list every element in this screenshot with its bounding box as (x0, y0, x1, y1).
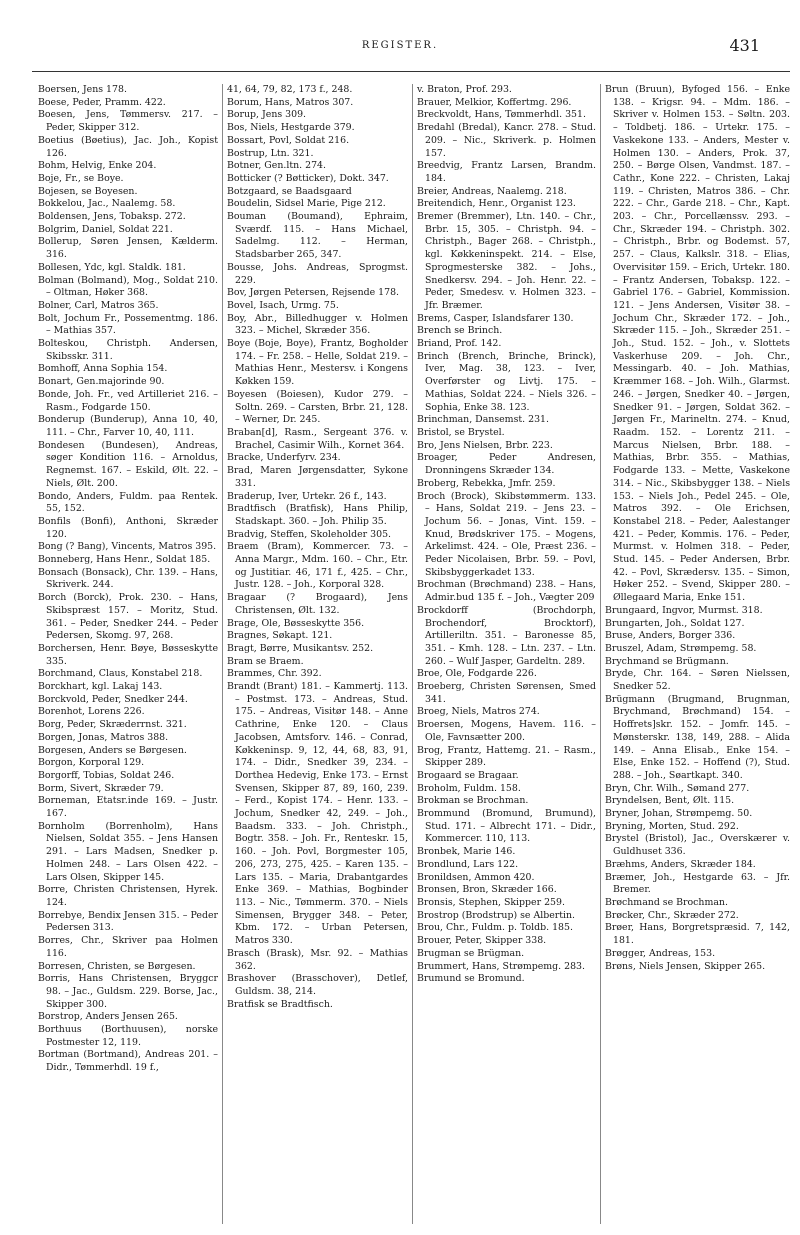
register-entry: Brad, Maren Jørgensdatter, Sykone 331. (227, 465, 408, 489)
running-header (0, 36, 800, 58)
register-entry: Bousse, Johs. Andreas, Sprogmst. 229. (227, 261, 408, 286)
register-entry: Brokman se Brochman. (417, 795, 529, 807)
register-entry: Bruszel, Adam, Strømpemg. 58. (605, 642, 757, 654)
register-entry: Boudelin, Sidsel Marie, Pige 212. (227, 198, 386, 210)
register-entry: Bronildsen, Ammon 420. (417, 871, 535, 883)
register-entry: Boje, Fr., se Boye. (38, 172, 124, 184)
register-entry: Broager, Peder Andresen, Dronningens Skræder 134. (417, 452, 596, 477)
register-entry: Bragaar (? Brogaard), Jens Christensen, Ølt. 132. (227, 592, 408, 616)
register-entry: Bristol, se Brystel. (417, 426, 505, 438)
register-entry: Borm, Sivert, Skræder 79. (38, 782, 164, 794)
page-number: 431 (729, 36, 760, 55)
register-entry: Breckvoldt, Hans, Tømmerhdl. 351. (417, 109, 586, 121)
register-entry: Borgorff, Tobias, Soldat 246. (38, 769, 175, 781)
register-entry: Borgesen, Anders se Børgesen. (38, 744, 187, 756)
register-entry: Bondo, Anders, Fuldm. paa Rentek. 55, 152. (38, 490, 218, 515)
register-entry: Bolner, Carl, Matros 365. (38, 299, 159, 311)
register-entry: Brou, Chr., Fuldm. p. Toldb. 185. (417, 922, 573, 934)
register-entry: Bollerup, Søren Jensen, Kælderm. 316. (38, 236, 218, 261)
register-entry: Brauer, Melkior, Koffertmg. 296. (417, 96, 572, 108)
register-entry: Bremer (Bremmer), Ltn. 140. – Chr., Brbr. 15, 305. – Christph. 94. – Christph., Bager 268. – Christph., kgl. Køkkeninspekt. 214. – Else, Sprogmesterske 382. – Johs., Snedkersv. 294. – Joh. Henr. 22. – Peder, Smedesv. v. Holmen 323. – Jfr. Bræmer. (417, 211, 596, 311)
register-entry: Bragnes, Søkapt. 121. (227, 630, 333, 642)
register-entry: Bro, Jens Nielsen, Brbr. 223. (417, 439, 553, 451)
register-entry: Borstrop, Anders Jensen 265. (38, 1011, 178, 1023)
register-entry: Boesen, Jens, Tømmersv. 217. – Peder, Skipper 312. (38, 109, 218, 134)
register-column-2 (222, 84, 412, 1224)
register-entry: Broeg, Niels, Matros 274. (417, 706, 540, 718)
register-entry: Brungarten, Joh., Soldat 127. (605, 617, 745, 629)
register-entry: Bojesen, se Boyesen. (38, 185, 138, 197)
register-entry: Braem (Bram), Kommercer. 73. – Anna Margr., Mdm. 160. – Chr., Etr. og Justitiar. 46, 171 f., 425. – Chr., Justr. 128. – Joh., Korporal 328. (227, 541, 408, 591)
register-entry: Bortman (Bortmand), Andreas 201. – Didr., Tømmerhdl. 19 f., (38, 1049, 218, 1074)
register-entry: Botticker (? Bøtticker), Dokt. 347. (227, 172, 389, 184)
register-entry: Borrebye, Bendix Jensen 315. – Peder Pedersen 313. (38, 909, 218, 934)
register-entry: Broholm, Fuldm. 158. (417, 782, 521, 794)
register-entry: Brøns, Niels Jensen, Skipper 265. (605, 960, 766, 972)
register-entry: Brinchman, Dansemst. 231. (417, 414, 549, 426)
register-entry: Bonfils (Bonfi), Anthoni, Skræder 120. (38, 515, 218, 540)
register-entry: Bryde, Chr. 164. – Søren Nielssen, Snedker 52. (605, 668, 790, 693)
register-entry: Brøgger, Andreas, 153. (605, 947, 716, 959)
register-entry: Bredahl (Bredal), Kancr. 278. – Stud. 209. – Nic., Skriverk. p. Holmen 157. (417, 122, 596, 159)
register-entry: Borneman, Etatsr.inde 169. – Justr. 167. (38, 795, 218, 820)
register-entry: Brench se Brinch. (417, 325, 503, 337)
register-entry: Borgon, Korporal 129. (38, 757, 145, 769)
register-entry: Bolman (Bolmand), Mog., Soldat 210. – Oltman, Høker 368. (38, 274, 218, 299)
register-entry: Botzgaard, se Baadsgaard (227, 185, 352, 197)
register-entry: Bræhms, Anders, Skræder 184. (605, 858, 756, 870)
register-entry: Brashover (Brasschover), Detlef, Guldsm. 38, 214. (227, 973, 408, 997)
register-entry: Brügmann (Brugmand, Brugnman, Brychmand, Brøchmand) 154. – Hoffrets]skr. 152. – Jomfr. 145. – Mønsterskr. 138, 149, 288. – Alida 149. – Anna Elisab., Enke 154. – Else, Enke 152. – Hoffend (?), Stud. 288. – Joh., Søartkapt. 340. (605, 693, 790, 781)
register-entry: Borckhart, kgl. Lakaj 143. (38, 681, 163, 693)
register-entry: Bonart, Gen.majorinde 90. (38, 376, 165, 388)
register-entry: Brockdorff (Brochdorph, Brochendorf, Brocktorf), Artilleriltn. 351. – Baronesse 85, 351. – Kmh. 128. – Ltn. 237. – Ltn. 260. – Wulf Jasper, Gardeltn. 289. (417, 604, 596, 667)
register-entry: Bos, Niels, Hestgarde 379. (227, 122, 355, 134)
register-column-4 (600, 84, 794, 1224)
register-entry: Brasch (Brask), Msr. 92. – Mathias 362. (227, 947, 408, 972)
register-entry: Bohm, Helvig, Enke 204. (38, 160, 157, 172)
register-entry: Braban[d], Rasm., Sergeant 376. v. Brachel, Casimir Wilh., Kornet 364. (227, 426, 408, 451)
header-rule (32, 71, 790, 72)
register-entry: Brouer, Peter, Skipper 338. (417, 935, 547, 947)
register-entry: Brystel (Bristol), Jac., Overskærer v. Guldhuset 336. (605, 833, 790, 858)
register-entry: Brems, Casper, Islandsfarer 130. (417, 312, 574, 324)
register-entry: Boy, Abr., Billedhugger v. Holmen 323. – Michel, Skræder 356. (227, 312, 408, 337)
register-entry: Brandt (Brant) 181. – Kammertj. 113. – Postmst. 173. – Andreas, Stud. 175. – Andreas, Visitør 148. – Anne Cathrine, Enke 120. – Claus Jacobsen, Amtsforv. 146. – Conrad, Køkkeninsp. 9, 12, 44, 68, 83, 91, 174. – Didr., Snedker 39, 234. – Dorthea Hedevig, Enke 173. – Ernst Svensen, Skipper 87, 89, 160, 239. – Ferd., Kopist 174. – Henr. 133. – Jochum, Snedker 42, 249. – Joh., Baadsm. 333. – Joh. Christph., Bogtr. 358. – Joh. Fr., Renteskr. 15, 160. – Joh. Povl, Borgmester 105, 206, 273, 275, 425. – Karen 135. – Lars 135. – Maria, Drabantgardes Enke 369. – Mathias, Bogbinder 113. – Nic., Tømmerm. 370. – Niels Simensen, Brygger 348. – Peter, Kbm. 172. – Urban Petersen, Matros 330. (227, 681, 408, 947)
register-entry: Broch (Brock), Skibstømmerm. 133. – Hans, Soldat 219. – Jens 23. – Jochum 56. – Jonas, Vint. 159. – Knud, Brødskriver 175. – Mogens, Arkelimst. 424. – Ole, Præst 236. – Peder Nicolaisen, Brbr. 59. – Povl, Skibsbyggerkadet 133. (417, 490, 596, 578)
register-entry: Brog, Frantz, Hattemg. 21. – Rasm., Skipper 289. (417, 744, 596, 769)
register-entry: Borch (Borck), Prok. 230. – Hans, Skibspræst 157. – Moritz, Stud. 361. – Peder, Snedker 244. – Peder Pedersen, Skomg. 97, 268. (38, 592, 218, 642)
register-entry: Brostrop (Brodstrup) se Albertin. (417, 909, 576, 921)
register-entry: Botner, Gen.ltn. 274. (227, 160, 326, 172)
register-entry: Bryner, Johan, Strømpemg. 50. (605, 808, 753, 820)
register-entry: Bolt, Jochum Fr., Possementmg. 186. – Mathias 357. (38, 312, 218, 337)
register-entry: Bovel, Isach, Urmg. 75. (227, 299, 339, 311)
register-entry: Brøer, Hans, Borgretspræsid. 7, 142, 181. (605, 922, 790, 947)
register-entry: Bronsen, Bron, Skræder 166. (417, 884, 557, 896)
register-entry: Bryndelsen, Bent, Ølt. 115. (605, 795, 735, 807)
register-entry: Broersen, Mogens, Havem. 116. – Ole, Favnsætter 200. (417, 719, 596, 743)
register-entry: Borup, Jens 309. (227, 109, 307, 121)
register-entry: Borre, Christen Christensen, Hyrek. 124. (38, 884, 218, 908)
register-entry: Borum, Hans, Matros 307. (227, 96, 354, 108)
register-entry: Brogaard se Bragaar. (417, 769, 519, 781)
register-columns (34, 84, 794, 1224)
register-entry: Brychmand se Brügmann. (605, 655, 729, 667)
register-entry: Bouman (Boumand), Ephraim, Sværdf. 115. – Hans Michael, Sadelmg. 112. – Herman, Stadsbarber 265, 347. (227, 211, 408, 261)
register-entry: Boye (Boje, Boye), Frantz, Bogholder 174. – Fr. 258. – Helle, Soldat 219. – Mathias Henr., Mestersv. i Kongens Køkken 159. (227, 338, 408, 388)
register-entry: v. Braton, Prof. 293. (417, 84, 512, 95)
register-entry: Bornholm (Borrenholm), Hans Nielsen, Soldat 355. – Jens Hansen 291. – Lars Madsen, Snedker p. Holmen 248. – Lars Olsen 422. – Lars Olsen, Skipper 145. (38, 820, 218, 883)
register-entry: Broe, Ole, Fodgarde 226. (417, 668, 537, 680)
register-entry: Bracke, Underfyrv. 234. (227, 452, 341, 464)
register-column-1 (34, 84, 222, 1224)
register-entry: Briand, Prof. 142. (417, 338, 502, 350)
register-entry: Brage, Ole, Bøsseskytte 356. (227, 617, 365, 629)
register-column-3 (412, 84, 600, 1224)
register-entry: Borthuus (Borthuusen), norske Postmester 12, 119. (38, 1024, 218, 1048)
register-entry: Borgen, Jonas, Matros 388. (38, 731, 169, 743)
register-entry: Bossart, Povl, Soldat 216. (227, 134, 350, 146)
register-entry: Bollesen, Ydc, kgl. Staldk. 181. (38, 261, 186, 273)
register-entry: Brinch (Brench, Brinche, Brinck), Iver, Mag. 38, 123. – Iver, Overførster og Livtj. 175. – Mathias, Soldat 224. – Niels 326. – Sophia, Enke 38. 123. (417, 350, 596, 413)
register-entry: Brungaard, Ingvor, Murmst. 318. (605, 604, 763, 616)
register-entry: Brummert, Hans, Strømpemg. 283. (417, 960, 585, 972)
register-entry: Borris, Hans Christensen, Bryggcr 98. – Jac., Guldsm. 229. Borse, Jac., Skipper 300. (38, 973, 218, 1010)
register-entry: Brugman se Brügman. (417, 947, 525, 959)
register-entry: Borresen, Christen, se Børgesen. (38, 960, 196, 972)
register-entry: Bronbek, Marie 146. (417, 846, 516, 858)
register-entry: Boetius (Bøetius), Jac. Joh., Kopist 126. (38, 134, 218, 159)
register-entry: Bolteskou, Christph. Andersen, Skibsskr. 311. (38, 338, 218, 362)
register-entry: Bomhoff, Anna Sophia 154. (38, 363, 168, 375)
register-entry: Brammes, Chr. 392. (227, 668, 322, 680)
register-entry: Borckvold, Peder, Snedker 244. (38, 693, 188, 705)
register-entry: Bondesen (Bundesen), Andreas, søger Kondition 116. – Arnoldus, Regnemst. 167. – Eskild, Ølt. 22. – Niels, Ølt. 200. (38, 439, 218, 489)
register-entry: Bram se Braem. (227, 655, 304, 667)
register-entry: Brøchmand se Brochman. (605, 897, 728, 908)
register-entry: Bragt, Børre, Musikantsv. 252. (227, 642, 374, 654)
register-entry: Bradvig, Steffen, Skoleholder 305. (227, 528, 392, 540)
register-entry: Brumund se Bromund. (417, 973, 525, 985)
register-entry: Bronsis, Stephen, Skipper 259. (417, 897, 565, 908)
register-entry: Borres, Chr., Skriver paa Holmen 116. (38, 935, 218, 959)
register-entry: Bonsach (Bonsack), Chr. 139. – Hans, Skriverk. 244. (38, 566, 218, 591)
register-entry: Brommund (Bromund, Brumund), Stud. 171. – Albrecht 171. – Didr., Kommercer. 110, 113. (417, 808, 596, 845)
register-entry: Bruse, Anders, Borger 336. (605, 630, 736, 642)
register-entry: Bryn, Chr. Wilh., Sømand 277. (605, 782, 750, 794)
register-entry: Borenhot, Lorens 226. (38, 706, 145, 718)
register-entry: Bolgrim, Daniel, Soldat 221. (38, 223, 173, 235)
register-entry: Bratfisk se Bradtfisch. (227, 998, 333, 1010)
register-entry: Brøcker, Chr., Skræder 272. (605, 909, 739, 921)
register-entry: Bræmer, Joh., Hestgarde 63. – Jfr. Bremer. (605, 871, 790, 896)
register-entry: Borchmand, Claus, Konstabel 218. (38, 668, 203, 680)
register-entry: Breitendich, Henr., Organist 123. (417, 198, 576, 210)
register-entry: Brun (Bruun), Byfoged 156. – Enke 138. – Krigsr. 94. – Mdm. 186. – Skriver v. Holmen 153. – Søltn. 203. – Toldbetj. 186. – Urtekr. 175. – Vaskekone 133. – Anders, Mester v. Holmen 130. – Anders, Prok. 37, 250. – Børge Olsen, Vandmst. 187. – Cathr., Kone 222. – Christen, Lakaj 119. – Christen, Matros 386. – Chr. 222. – Chr., Garde 218. – Chr., Kapt. 203. – Chr., Porcellænssv. 293. – Chr., Skræder 194. – Christph. 302. – Christph., Brbr. og Bodemst. 57, 257. – Claus, Kalkslr. 318. – Elias, Overvisitør 159. – Erich, Urtekr. 180. – Frantz Andersen, Tobaksp. 122. – Gabriel 176. – Gabriel, Kommission. 121. – Jens Andersen, Visitør 38. – Jochum Chr., Skræder 172. – Joh., Skræder 115. – Joh., Skræder 251. – Joh., Stud. 152. – Joh., v. Slottets Vaskerhuse 209. – Joh. Chr., Messingarb. 40. – Joh. Mathias, Kræmmer 168. – Joh. Wilh., Glarmst. 246. – Jørgen, Snedker 40. – Jørgen, Snedker 91. – Jørgen, Soldat 362. – Jørgen Fr., Marineltn. 274. – Knud, Raadm. 152. – Lorentz 211. – Marcus Nielsen, Brbr. 188. – Mathias, Brbr. 355. – Mathias, Fodgarde 133. – Mette, Vaskekone 314. – Nic., Skibsbygger 138. – Niels 153. – Niels Joh., Pedel 245. – Ole, Matros 392. – Ole Erichsen, Konstabel 218. – Peder, Aalestanger 421. – Peder, Kommis. 176. – Peder, Murmst. v. Holmen 318. – Peder, Stud. 145. – Peder Andersen, Brbr. 42. – Povl, Skrædersv. 135. – Simon, Høker 252. – Svend, Skipper 280. – Øllegaard Maria, Enke 151. (605, 84, 790, 604)
register-entry: Braderup, Iver, Urtekr. 26 f., 143. (227, 490, 387, 502)
register-entry: Borchersen, Henr. Bøye, Bøsseskytte 335. (38, 642, 218, 667)
register-entry: Boersen, Jens 178. (38, 84, 127, 95)
register-entry: Brochman (Brøchmand) 238. – Hans, Admir.bud 135 f. – Joh., Vægter 209 (417, 579, 596, 604)
register-entry: Bonneberg, Hans Henr., Soldat 185. (38, 554, 211, 566)
register-entry: Bong (? Bang), Vincents, Matros 395. (38, 541, 217, 553)
register-entry: 41, 64, 79, 82, 173 f., 248. (227, 84, 353, 95)
register-entry: Bokkelou, Jac., Naalemg. 58. (38, 198, 176, 210)
register-entry: Boese, Peder, Pramm. 422. (38, 96, 166, 108)
register-entry: Bostrup, Ltn. 321. (227, 147, 314, 159)
register-entry: Bonderup (Bunderup), Anna 10, 40, 111. – Chr., Farver 10, 40, 111. (38, 414, 218, 438)
register-entry: Boldensen, Jens, Tobaksp. 272. (38, 211, 186, 223)
register-entry: Breier, Andreas, Naalemg. 218. (417, 185, 567, 197)
register-entry: Broberg, Rebekka, Jmfr. 259. (417, 477, 556, 489)
register-entry: Breedvig, Frantz Larsen, Brandm. 184. (417, 160, 596, 184)
running-title: REGISTER. (361, 40, 439, 51)
register-entry: Bov, Jørgen Petersen, Rejsende 178. (227, 287, 400, 299)
register-entry: Bradtfisch (Bratfisk), Hans Philip, Stadskapt. 360. – Joh. Philip 35. (227, 503, 408, 527)
register-entry: Bonde, Joh. Fr., ved Artilleriet 216. – Rasm., Fodgarde 150. (38, 388, 218, 413)
register-entry: Bryning, Morten, Stud. 292. (605, 820, 739, 832)
register-entry: Brondlund, Lars 122. (417, 858, 519, 870)
register-entry: Broeberg, Christen Sørensen, Smed 341. (417, 681, 596, 705)
register-entry: Borg, Peder, Skræderrnst. 321. (38, 719, 187, 731)
register-entry: Boyesen (Boiesen), Kudor 279. – Soltn. 269. – Carsten, Brbr. 21, 128. – Werner, Dr. 245. (227, 388, 408, 426)
